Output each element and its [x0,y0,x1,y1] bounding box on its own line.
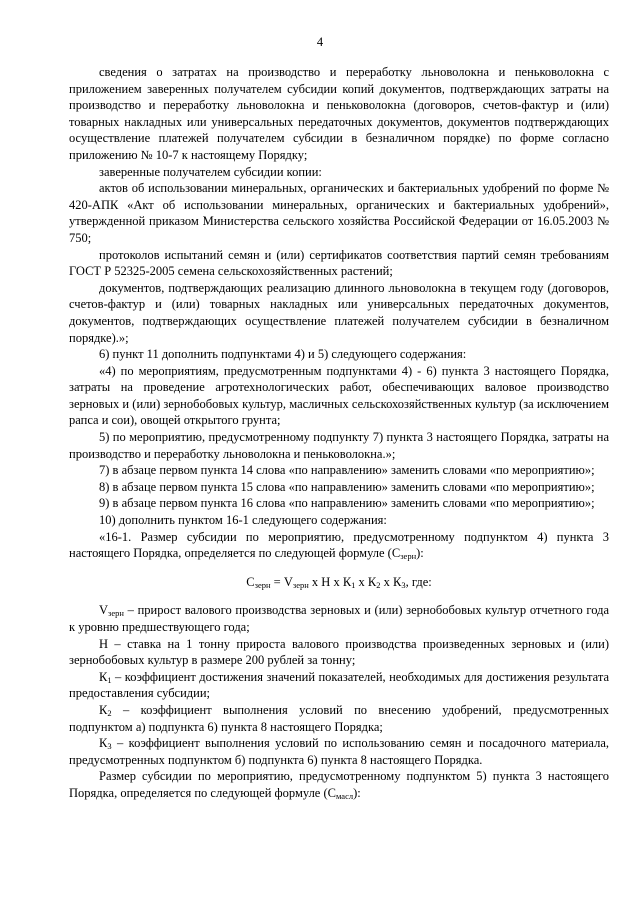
definition-k2-subscript: 2 [107,707,112,718]
paragraph-amendment-9: 9) в абзаце первом пункта 16 слова «по направлению» заменить словами «по мероприятию»; [99,496,595,511]
formula-part-1: х Н х К [308,574,352,589]
item-16-1-tail: ): [416,546,424,561]
formula-lhs: С [246,574,255,589]
definition-k1-text: – коэффициент достижения значений показателей, необходимых для достижения результата предоставления субсидии; [69,669,609,701]
formula-part-3: х К [380,574,402,589]
paragraph-seed-protocols: протоколов испытаний семян и (или) сертификатов соответствия партий семян требованиям ГОСТ Р 52325-2005 семена сельскохозяйственных растений; [69,247,609,279]
oilseed-intro-text: Размер субсидии по мероприятию, предусмотренному подпунктом 5) пункта 3 настоящего Порядка, определяется по следующей формуле (С [69,769,609,800]
definition-k2-symbol: К [99,702,108,717]
paragraph-certified-copies: заверенные получателем субсидии копии: [99,164,322,179]
formula-tail: , где: [405,574,432,589]
paragraph-item-16-1 [69,529,609,562]
paragraph-cost-info: сведения о затратах на производство и переработку льноволокна и пеньковолокна с приложением заверенных получателем субсидии копий документов, подтверждающих затраты на производство и переработку льноволокна и пеньковолокна (договоров, счетов-фактур и (или) товарных накладных или универсальных передаточных документов, документов подтверждающих осуществление платежей получателем субсидии в безналичном порядке) по форме согласно приложению № 10-7 к настоящему Порядку; [69,65,609,162]
formula-part-2: х К [355,574,377,589]
formula-v-subscript: зерн [292,579,309,590]
item-16-1-subscript: зерн [400,551,417,562]
item-16-1-text: «16-1. Размер субсидии по мероприятию, предусмотренному подпунктом 4) пункта 3 настоящего Порядка, определяется по следующей формуле (С [69,529,609,561]
formula-k3-subscript: 3 [401,579,406,590]
definition-v-text: – прирост валового производства зерновых и (или) зернобобовых культур отчетного года к уровню предшествующего года; [69,603,609,634]
definition-k3-symbol: К [99,736,108,751]
oilseed-intro-subscript: масл [335,790,354,801]
definition-k1 [69,669,609,702]
formula-k2-subscript: 2 [376,579,381,590]
formula-lhs-subscript: зерн [254,579,271,590]
definition-k1-subscript: 1 [107,674,112,685]
definition-v [69,602,609,635]
definition-k3 [69,735,609,768]
definition-v-subscript: зерн [108,608,124,619]
page-number: 4 [316,35,324,49]
paragraph-oilseed-formula-intro [69,768,609,801]
paragraph-amendment-7: 7) в абзаце первом пункта 14 слова «по направлению» заменить словами «по мероприятию»; [99,463,595,478]
formula-k1-subscript: 1 [351,579,356,590]
paragraph-amendment-8: 8) в абзаце первом пункта 15 слова «по направлению» заменить словами «по мероприятию»; [99,479,595,494]
definition-k3-subscript: 3 [107,741,112,752]
document-body [69,64,609,802]
definition-v-symbol: V [99,603,109,618]
definition-h-text: – ставка на 1 тонну прироста валового производства произведенных зерновых и (или) зернобобовых культур в размере 200 рублей за тонну; [69,636,609,668]
paragraph-subitem-4: «4) по мероприятиям, предусмотренным подпунктами 4) - 6) пункта 3 настоящего Порядка, затраты на проведение агротехнологических работ, обеспечивающих валовое производство зерновых и (или) зернобобовых культур, масличных сельскохозяйственных культур (за исключением рапса и сои), овощей открытого грунта; [69,363,609,428]
paragraph-flax-sales-docs: документов, подтверждающих реализацию длинного льноволокна в текущем году (договоров, счетов-фактур и (или) товарных накладных или универсальных передаточных документов, документов, подтверждающих осуществление платежей получателем субсидии в безналичном порядке).»; [69,280,609,345]
paragraph-fertilizer-acts: актов об использовании минеральных, органических и бактериальных удобрений по форме № 420-АПК «Акт об использовании минеральных, органических и бактериальных удобрений», утвержденной приказом Министерства сельского хозяйства Российской Федерации от 16.05.2003 № 750; [69,181,609,245]
definition-k1-symbol: К [99,669,108,684]
definition-k2-text: – коэффициент выполнения условий по внесению удобрений, предусмотренных подпунктом а) подпункта 6) пункта 8 настоящего Порядка; [69,702,609,734]
paragraph-amendment-10: 10) дополнить пунктом 16-1 следующего содержания: [99,513,387,528]
definition-h-symbol: Н [99,636,109,651]
definition-h [69,636,609,669]
subsidy-formula [69,574,609,591]
paragraph-amendment-6: 6) пункт 11 дополнить подпунктами 4) и 5) следующего содержания: [99,347,467,362]
definition-k2 [69,702,609,735]
paragraph-subitem-5: 5) по мероприятию, предусмотренному подпункту 7) пункта 3 настоящего Порядка, затраты на производство и переработку льноволокна и пеньковолокна.»; [69,430,609,461]
definition-k3-text: – коэффициент выполнения условий по использованию семян и посадочного материала, предусмотренных подпунктом б) подпункта 6) пункта 8 настоящего Порядка. [69,736,609,767]
formula-eq: = V [270,574,293,589]
oilseed-intro-tail: ): [353,785,361,800]
